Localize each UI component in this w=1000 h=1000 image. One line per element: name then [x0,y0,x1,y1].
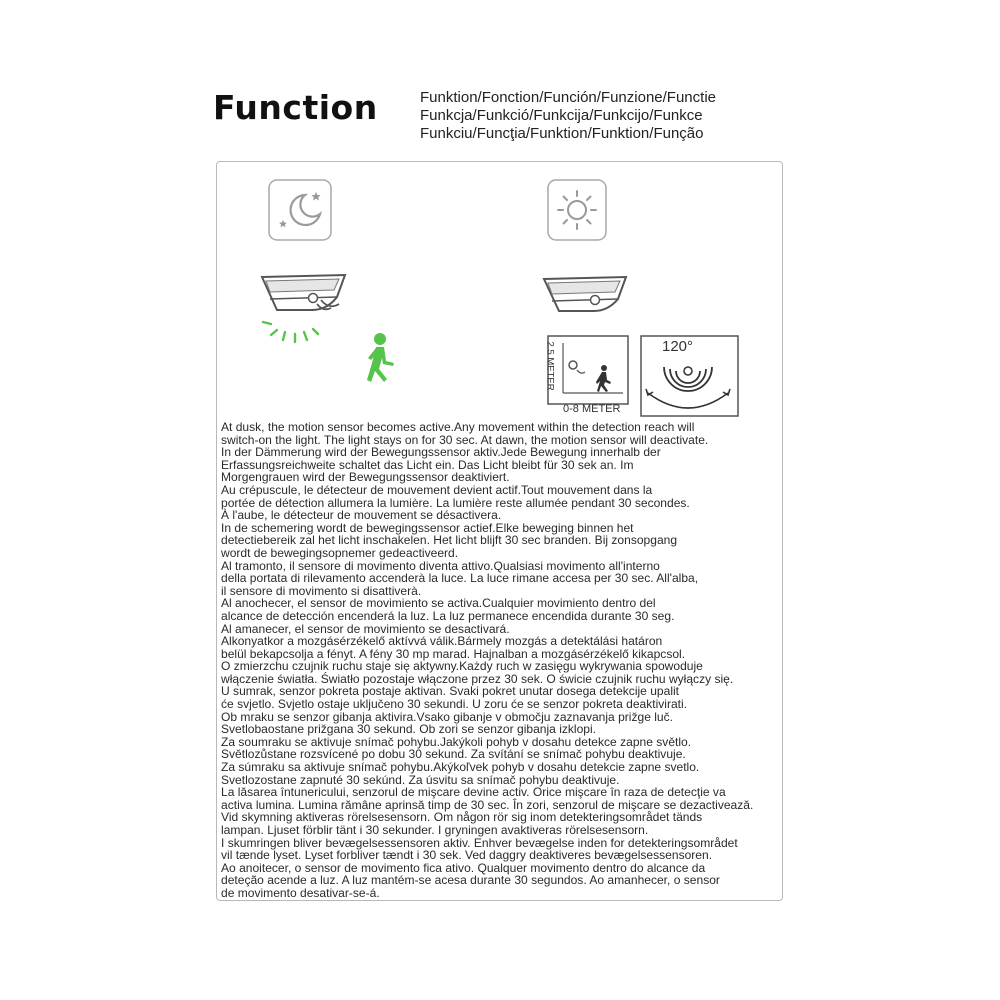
height-label: 2.5 METER [544,341,556,391]
description-line: deteção acende a luz. A luz mantém-se acesa durante 30 segundos. Ao amanhecer, o sensor [221,873,720,888]
language-line: Funktion/Fonction/Función/Funzione/Functie [420,89,716,106]
detection-angle-diagram [640,335,739,417]
description-line: O zmierzchu czujnik ruchu staje się aktywny.Każdy ruch w zasięgu wykrywania spowoduje [221,659,703,674]
description-line: switch-on the light. The light stays on for 30 sec. At dawn, the motion sensor will deactivate. [221,432,709,447]
solar-lamp-icon [540,275,632,319]
description-line: Za súmraku sa aktivuje snímač pohybu.Akýkoľvek pohyb v dosahu detekcie zapne svetlo. [221,760,700,775]
range-frame [544,335,629,405]
walking-person-icon [362,331,402,389]
description-line: La lăsarea întunericului, senzorul de mişcare devine activ. Orice mişcare în raza de detecţie va [221,785,726,800]
description-line: Světlozůstane rozsvícené po dobu 30 sekund. Za svítání se snímač pohybu deaktivuje. [221,747,686,762]
detection-range-diagram [544,335,629,417]
moon-stars-icon [268,179,332,241]
description-line: il sensore di movimento si disattiverà. [221,583,422,598]
description-line: Al tramonto, il sensore di movimento diventa attivo.Qualsiasi movimento all'interno [221,558,660,573]
description-line: Svetlobaostane prižgana 30 sekund. Ob zori se senzor gibanja izklopi. [221,722,597,737]
description-line: wordt de bewegingsopnemer gedeactiveerd. [221,545,459,560]
angle-label: 120° [662,338,694,355]
description-line: Al anochecer, el sensor de movimiento se activa.Cualquier movimiento dentro del [221,596,656,611]
description-line: Ao anoitecer, o sensor de movimento fica ativo. Qualquer movimento dentro do alcance da [221,860,706,875]
description-line: Vid skymning aktiveras rörelsesensorn. Om någon rör sig inom detekteringsområdet tänds [221,810,703,825]
description-line: portée de détection allumera la lumière. La lumière reste allumée pendant 30 secondes. [221,495,690,510]
description-line: vil tænde lyset. Lyset forbliver tændt i 30 sek. Ved daggry deaktiveres bevægelsessensoren. [221,848,713,863]
description-line: detectiebereik zal het licht inschakelen. Het licht blijft 30 sec branden. Bij zonsopgang [221,533,678,548]
description-line: della portata di rilevamento accenderà la luce. La luce rimane accesa per 30 sec. All'alba, [221,571,699,586]
language-line: Funkcja/Funkció/Funkcija/Funkcijo/Funkce [420,107,703,124]
description-line: Svetlozostane zapnuté 30 sekúnd. Za úsvitu sa snímač pohybu deaktivuje. [221,772,620,787]
description-line: Au crépuscule, le détecteur de mouvement devient actif.Tout mouvement dans la [221,482,653,497]
description-line: Za soumraku se aktivuje snímač pohybu.Jakýkoli pohyb v dosahu detekce zapne světlo. [221,734,692,749]
description-line: Ob mraku se senzor gibanja aktivira.Vsako gibanje v območju zaznavanja prižge luč. [221,709,673,724]
description-line: In der Dämmerung wird der Bewegungssensor aktiv.Jede Bewegung innerhalb der [221,445,661,460]
description-line: Al amanecer, el sensor de movimiento se desactivará. [221,621,510,636]
distance-label: 0-8 METER [563,403,621,415]
description-line: belül bekapcsolja a fényt. A fény 30 mp marad. Hajnalban a mozgásérzékelő kikapcsol. [221,646,686,661]
description-line: At dusk, the motion sensor becomes active.Any movement within the detection reach will [221,420,695,434]
description-line: Erfassungsreichweite schaltet das Licht ein. Das Licht bleibt für 30 sek an. Im [221,457,634,472]
description-line: de movimento desativar-se-á. [221,885,380,900]
description-line: À l'aube, le détecteur de mouvement se désactivera. [221,508,502,523]
description-line: U sumrak, senzor pokreta postaje aktivan. Svaki pokret unutar dosega detekcije upalit [221,684,680,699]
description-line: lampan. Ljuset förblir tänt i 30 sekunder. I gryningen avaktiveras rörelsesensorn. [221,823,649,837]
description-line: włączenie światła. Światło pozostaje włączone przez 30 sek. O świcie czujnik ruchu wyłączy się. [221,671,734,686]
sun-icon [547,179,607,241]
description-line: će svjetlo. Svjetlo ostaje uključeno 30 sekundi. U zoru će se senzor pokreta deaktivirati. [221,697,688,712]
solar-lamp-icon [257,272,352,352]
description-line: Alkonyatkor a mozgásérzékelő aktívvá válik.Bármely mozgás a detektálási határon [221,634,663,649]
language-list [420,89,716,143]
description-line: Morgengrauen wird der Bewegungssensor deaktiviert. [221,470,510,485]
description-line: I skumringen bliver bevægelsessensoren aktiv. Enhver bevægelse inden for detekteringsområdet [221,835,738,850]
language-line: Funkciu/Funcţia/Funktion/Funktion/Função [420,125,704,142]
description-line: alcance de detección encenderá la luz. La luz permanece encendida durante 30 seg. [221,608,675,623]
description-line: activa lumina. Lumina rămâne aprinsă timp de 30 sec. În zori, senzorul de mişcare se dezactivează. [221,797,754,812]
page-title: Function [213,88,378,127]
description-line: In de schemering wordt de bewegingssensor actief.Elke beweging binnen het [221,520,634,535]
function-description [221,421,786,900]
